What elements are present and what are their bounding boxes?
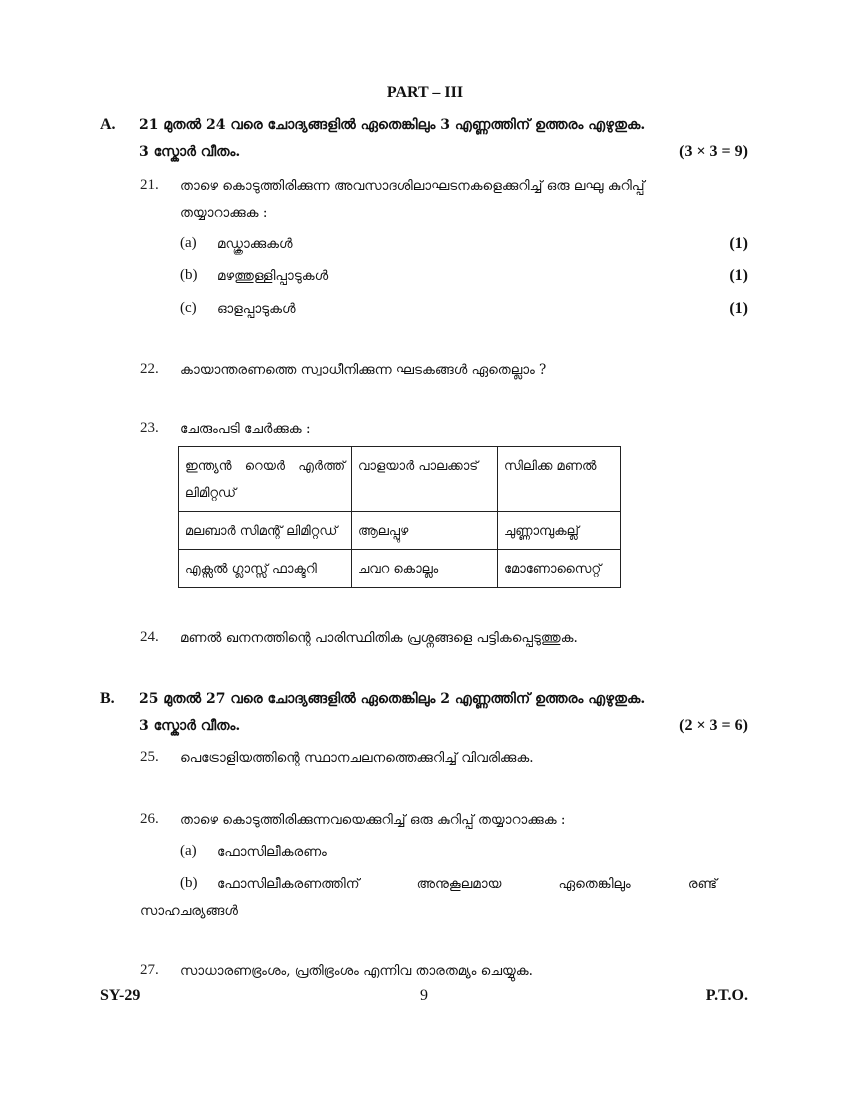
section-b-instruction: 25 മുതൽ 27 വരെ ചോദ്യങ്ങളിൽ ഏതെങ്കിലും 2 എണ്ണത്തിന് ഉത്തരം എഴുതുക. (139, 691, 646, 707)
question-25-text: പെട്രോളിയത്തിന്റെ സ്ഥാനചലനത്തെക്കുറിച്ച് വിവരിക്കുക. (180, 750, 534, 766)
section-a-score-line: 3 സ്കോർ വീതം. (139, 144, 241, 160)
q21-option-c-mark: (1) (729, 300, 748, 317)
question-23-number: 23. (140, 420, 159, 436)
section-a-marks: (3 × 3 = 9) (679, 143, 748, 160)
question-27-text: സാധാരണഭ്രംശം, പ്രതിഭ്രംശം എന്നിവ താരതമ്യം ചെയ്യുക. (180, 963, 533, 979)
section-b-letter: B. (100, 690, 115, 707)
part-title: PART – III (386, 84, 464, 101)
table-row (179, 447, 621, 512)
q21-option-a-mark: (1) (729, 235, 748, 252)
question-21-number: 21. (140, 177, 159, 193)
q26-option-b-line1: ഫോസിലീകരണത്തിന് അനുകൂലമായ ഏതെങ്കിലും രണ്ട് (217, 876, 717, 892)
question-23-text: ചേരുംപടി ചേർക്കുക : (180, 421, 311, 437)
q21-option-b-text: മഴത്തുള്ളിപ്പാടുകൾ (217, 268, 329, 284)
section-a-letter: A. (100, 116, 116, 133)
question-26-text: താഴെ കൊടുത്തിരിക്കുന്നവയെക്കുറിച്ച് ഒരു കുറിപ്പ് തയ്യാറാക്കുക : (180, 812, 566, 828)
question-21-text-line1: താഴെ കൊടുത്തിരിക്കുന്ന അവസാദശിലാഘടനകളെക്കുറിച്ച് ഒരു ലഘു കുറിപ്പ് (180, 178, 645, 194)
question-27-number: 27. (140, 962, 159, 978)
question-22-number: 22. (140, 361, 159, 377)
section-a-instruction: 21 മുതൽ 24 വരെ ചോദ്യങ്ങളിൽ ഏതെങ്കിലും 3 എണ്ണത്തിന് ഉത്തരം എഴുതുക. (139, 117, 646, 133)
q26-option-a-text: ഫോസിലീകരണം (217, 844, 327, 860)
q21-option-c-text: ഓളപ്പാടുകൾ (217, 301, 296, 317)
table-cell: ആലപ്പുഴ (352, 512, 498, 550)
table-cell: മോണോസൈറ്റ് (498, 550, 621, 588)
table-cell: വാളയാർ പാലക്കാട് (352, 447, 498, 512)
question-22-text: കായാന്തരണത്തെ സ്വാധീനിക്കുന്ന ഘടകങ്ങൾ ഏതെല്ലാം ? (180, 362, 547, 378)
section-b-marks: (2 × 3 = 6) (679, 717, 748, 734)
q21-option-a-text: മഡ്ക്രാക്കുകൾ (217, 236, 293, 252)
q26-option-b-label: (b) (180, 875, 198, 891)
table-cell: സിലിക്ക മണൽ (498, 447, 621, 512)
section-b-score-line: 3 സ്കോർ വീതം. (139, 718, 241, 734)
table-cell: ചുണ്ണാമ്പുകല്ല് (498, 512, 621, 550)
footer-pto: P.T.O. (705, 987, 748, 1004)
question-25-number: 25. (140, 749, 159, 765)
question-21-text-line2: തയ്യാറാക്കുക : (180, 205, 268, 221)
question-24-number: 24. (140, 629, 159, 645)
table-row (179, 512, 621, 550)
q21-option-b-mark: (1) (729, 267, 748, 284)
footer-code: SY-29 (100, 987, 141, 1004)
q26-option-a-label: (a) (180, 843, 197, 859)
table-row (179, 550, 621, 588)
footer-page-number: 9 (420, 987, 428, 1004)
question-24-text: മണൽ ഖനനത്തിന്റെ പാരിസ്ഥിതിക പ്രശ്നങ്ങളെ പട്ടികപ്പെടുത്തുക. (180, 630, 578, 646)
table-cell: ഇന്ത്യൻ റെയർ എർത്ത് ലിമിറ്റഡ് (179, 447, 352, 512)
table-cell: മലബാർ സിമന്റ് ലിമിറ്റഡ് (179, 512, 352, 550)
q21-option-b-label: (b) (180, 267, 198, 283)
match-table (178, 446, 621, 588)
question-26-number: 26. (140, 811, 159, 827)
q21-option-c-label: (c) (180, 300, 197, 316)
table-cell: എക്സൽ ഗ്ലാസ്സ് ഫാക്ടറി (179, 550, 352, 588)
table-cell: ചവറ കൊല്ലം (352, 550, 498, 588)
q21-option-a-label: (a) (180, 235, 197, 251)
q26-option-b-line2: സാഹചര്യങ്ങൾ (140, 903, 238, 919)
